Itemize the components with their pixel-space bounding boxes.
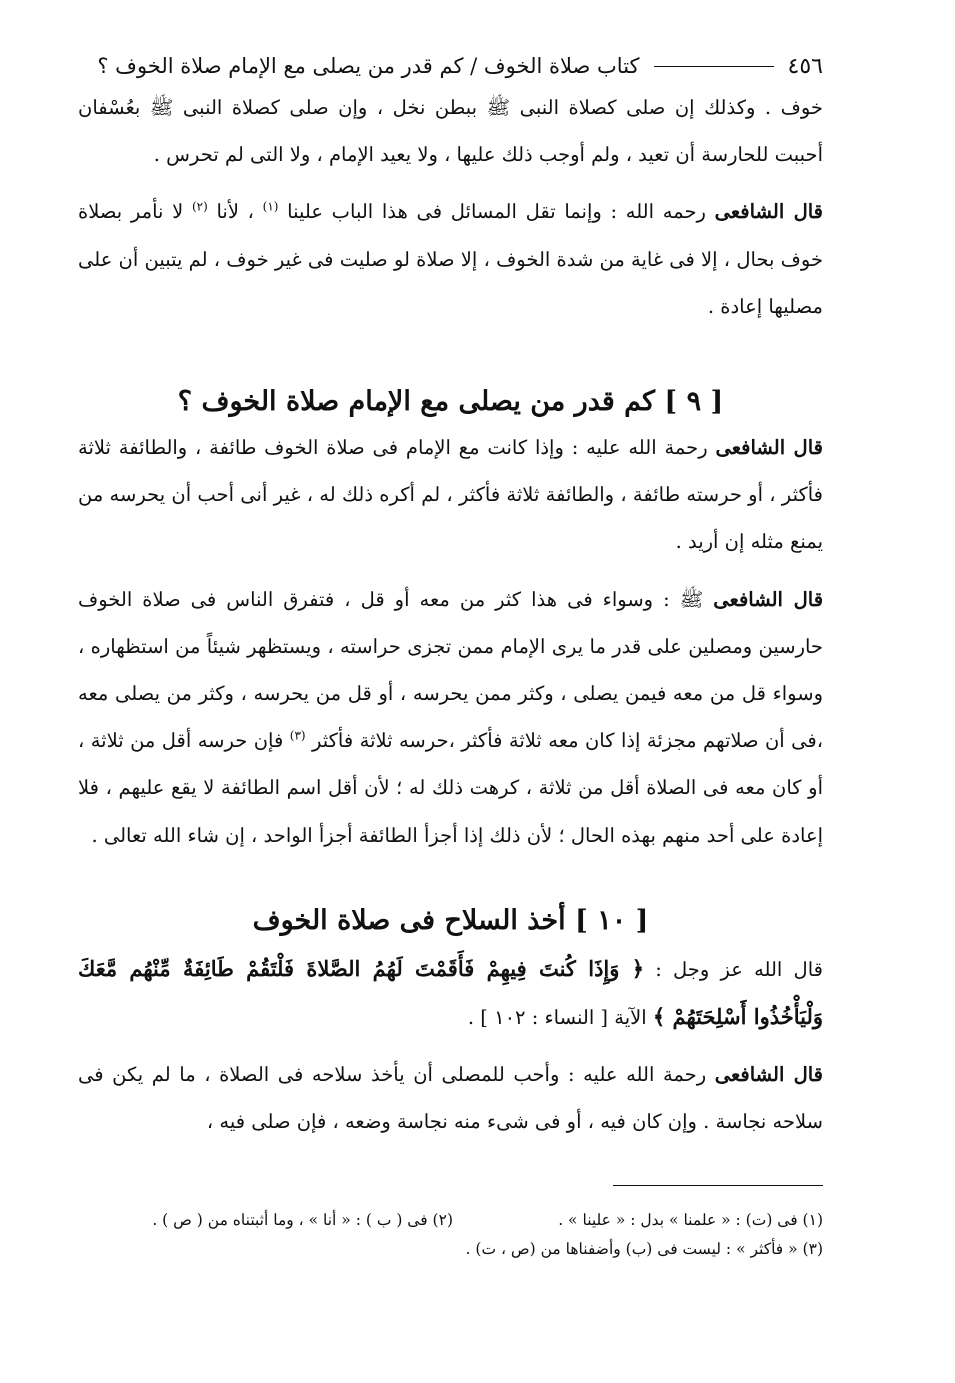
- paragraph-section9-2: [78, 576, 823, 859]
- footnote-1: (١) فى (ت) : « علمنا » بدل : « علينا » .: [558, 1211, 823, 1229]
- paragraph-text: خوف . وكذلك إن صلى كصلاة النبى ﷺ ببطن نخل ، وإن صلى كصلاة النبى ﷺ بعُسْفان أحببت للحارسة أن تعيد ، ولم أوجب ذلك عليها ، ولا يعيد الإمام ، ولا التى لم تحرس .: [78, 96, 823, 167]
- quran-verse: ﴿ وَإِذَا كُنتَ فِيهِمْ فَأَقَمْتَ لَهُمُ الصَّلاةَ فَلْتَقُمْ طَائِفَةٌ مِّنْهُم مَّعَكَ وَلْيَأْخُذُوا أَسْلِحَتَهُمْ ﴾: [78, 955, 823, 1030]
- footnote-ref-3[interactable]: (٣): [289, 728, 306, 743]
- speaker-label: قال الشافعى: [714, 1063, 824, 1087]
- book-page: [78, 48, 823, 1146]
- section-heading-10: [ ١٠ ] أخذ السلاح فى صلاة الخوف: [252, 904, 649, 936]
- footnote-rule: [613, 1185, 823, 1186]
- paragraph-text: لا نأمر بصلاة خوف بحال ، إلا فى غاية من شدة الخوف ، إلا صلاة لو صليت فى غير خوف ، لم يتبين أن على مصليها إعادة .: [78, 200, 823, 318]
- paragraph-section10-2: [78, 1051, 823, 1145]
- speaker-label: قال الشافعى: [714, 200, 823, 224]
- paragraph-section9-1: [78, 424, 823, 566]
- paragraph-text: رحمة الله عليه : وإذا كانت مع الإمام فى صلاة الخوف طائفة ، والطائفة ثلاثة فأكثر ، أو حرسته طائفة ، والطائفة ثلاثة فأكثر ، لم أكره ذلك له ، غير أنى أحب أن يحرسه من يمنع مثله إن أريد .: [78, 436, 823, 554]
- verse-reference: الآية [ النساء : ١٠٢ ] .: [467, 1006, 647, 1030]
- footnote-ref-2[interactable]: (٢): [191, 199, 208, 214]
- verse-intro: قال الله عز وجل :: [655, 957, 823, 981]
- speaker-label: قال الشافعى: [713, 587, 824, 611]
- paragraph-text: : وسواء فى هذا كثر من معه أو قل ، فتفرق الناس فى صلاة الخوف حارسين ومصلين على قدر ما يرى الإمام ممن تجزى حراسته ، ويستظهر شيئاً من استظهاره ، وسواء قل من معه فيمن يصلى ، وكثر ممن يحرسه ، أو قل من يحرسه ، وكثر من يصلى معه ،فى أن صلاتهم مجزئة إذا كان معه ثلاثة فأكثر ،حرسه ثلاثة فأكثر: [78, 587, 824, 753]
- footnote-ref-1[interactable]: (١): [262, 199, 279, 214]
- footnote-2: (٢) فى ( ب ) : « أنا » ، وما أثبتناه من ( ص ) .: [152, 1211, 453, 1229]
- footnote-row: [78, 1206, 823, 1235]
- honorific-glyph: ﷺ: [679, 587, 704, 611]
- speaker-label: قال الشافعى: [715, 436, 823, 460]
- paragraph-continuation: [78, 84, 823, 178]
- page-number: ٤٥٦: [787, 53, 823, 79]
- section-heading-9: [ ٩ ] كم قدر من يصلى مع الإمام صلاة الخوف ؟: [177, 386, 724, 418]
- footnote-3: (٣) « فأكثر » : ليست فى (ب) وأضفناها من (ص ، ت) .: [465, 1240, 823, 1258]
- paragraph-text: ، لأنا: [216, 200, 254, 224]
- header-rule: [654, 66, 774, 67]
- paragraph-section10-1: [78, 945, 823, 1041]
- paragraph-text: فإن حرسه أقل من ثلاثة ، أو كان معه فى الصلاة أقل من ثلاثة ، كرهت ذلك له ؛ لأن أقل اسم الطائفة لا يقع عليهم ، فلا إعادة على أحد منهم بهذه الحال ؛ لأن ذلك إذا أجزأ الطائفة أجزأ الواحد ، إن شاء الله تعالى .: [78, 729, 823, 847]
- footnotes: [78, 1185, 823, 1264]
- page-header: [78, 48, 823, 84]
- running-title: كتاب صلاة الخوف / كم قدر من يصلى مع الإمام صلاة الخوف ؟: [97, 54, 640, 78]
- footnote-row: [78, 1235, 823, 1264]
- paragraph-text: رحمة الله عليه : وأحب للمصلى أن يأخذ سلاحه فى الصلاة ، ما لم يكن فى سلاحه نجاسة . وإن كان فيه ، أو فى شىء منه نجاسة وضعه ، فإن صلى فيه ،: [78, 1063, 823, 1134]
- paragraph-text: رحمه الله : وإنما تقل المسائل فى هذا الباب علينا: [287, 200, 706, 224]
- paragraph-shafii-1: [78, 188, 823, 330]
